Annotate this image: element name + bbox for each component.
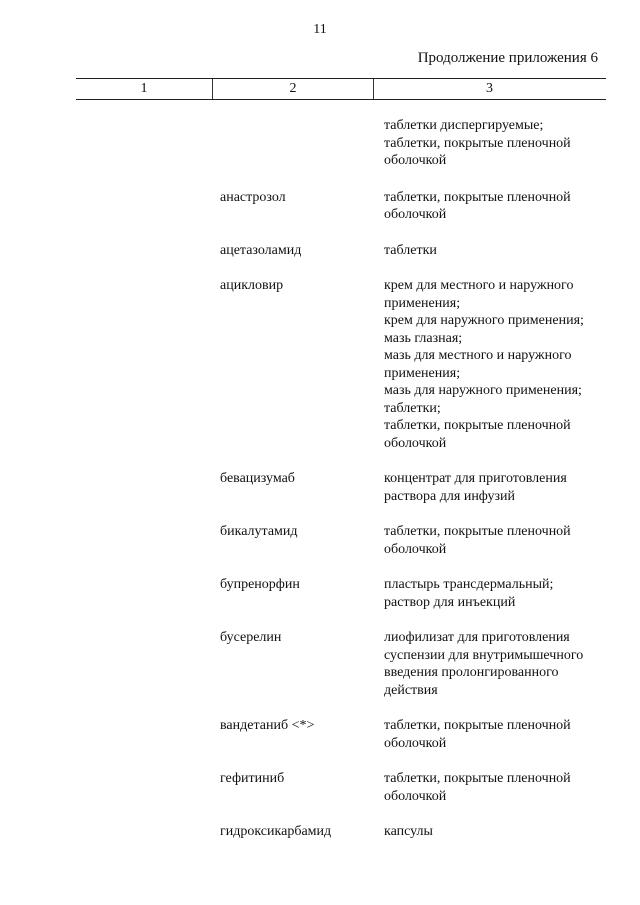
- table-row: [76, 189, 606, 224]
- dosage-forms: [384, 717, 606, 752]
- header-cell-3: 3: [486, 81, 493, 96]
- header-cell-2: 2: [212, 79, 374, 99]
- dosage-forms: [384, 629, 606, 699]
- drug-name: ацетазоламид: [220, 242, 302, 258]
- dosage-form-line: таблетки, покрытые пленочной: [384, 135, 571, 151]
- dosage-form-line: оболочкой: [384, 788, 447, 804]
- drug-name: бусерелин: [220, 630, 282, 645]
- dosage-forms: [384, 470, 606, 505]
- dosage-form-line: концентрат для приготовления: [384, 471, 567, 486]
- dosage-form-line: применения;: [384, 295, 461, 311]
- page-number: 11: [313, 22, 327, 37]
- drug-name: гефитиниб: [220, 771, 285, 786]
- dosage-form-line: мазь глазная;: [384, 330, 463, 346]
- dosage-form-line: таблетки, покрытые пленочной: [384, 189, 571, 205]
- dosage-form-line: оболочкой: [384, 735, 447, 751]
- dosage-form-line: оболочкой: [384, 207, 447, 222]
- dosage-form-line: раствора для инфузий: [384, 488, 516, 504]
- dosage-form-line: суспензии для внутримышечного: [384, 647, 584, 663]
- dosage-forms: [384, 242, 606, 260]
- dosage-form-line: крем для наружного применения;: [384, 313, 584, 328]
- drug-name: бупренорфин: [220, 577, 300, 592]
- drug-name: гидроксикарбамид: [220, 824, 332, 839]
- table-row: [76, 277, 606, 452]
- dosage-form-line: таблетки диспергируемые;: [384, 118, 544, 133]
- dosage-form-line: оболочкой: [384, 435, 447, 451]
- dosage-form-line: таблетки;: [384, 400, 441, 416]
- table-row: [76, 470, 606, 505]
- dosage-form-line: пластырь трансдермальный;: [384, 577, 554, 592]
- dosage-form-line: оболочкой: [384, 541, 447, 557]
- dosage-form-line: введения пролонгированного: [384, 665, 559, 680]
- dosage-form-line: применения;: [384, 365, 461, 381]
- dosage-form-line: мазь для местного и наружного: [384, 348, 572, 363]
- dosage-form-line: таблетки, покрытые пленочной: [384, 524, 571, 539]
- dosage-form-line: таблетки, покрытые пленочной: [384, 771, 571, 786]
- table-header: [76, 78, 606, 100]
- table-row: [76, 523, 606, 558]
- dosage-form-line: крем для местного и наружного: [384, 278, 574, 293]
- dosage-form-line: действия: [384, 682, 438, 698]
- dosage-forms: [384, 823, 606, 841]
- table-row: [76, 770, 606, 805]
- dosage-forms: [384, 189, 606, 224]
- drug-name: анастрозол: [220, 189, 286, 205]
- continuation-caption: Продолжение приложения 6: [417, 50, 598, 66]
- dosage-forms: [384, 523, 606, 558]
- dosage-forms: [384, 770, 606, 805]
- dosage-form-line: мазь для наружного применения;: [384, 383, 582, 398]
- drug-name: бевацизумаб: [220, 471, 295, 486]
- dosage-form-line: таблетки: [384, 242, 437, 258]
- dosage-forms: [384, 576, 606, 611]
- header-cell-1: 1: [140, 81, 148, 96]
- dosage-forms: [384, 277, 606, 452]
- dosage-form-line: капсулы: [384, 824, 433, 839]
- table-row: [76, 242, 606, 260]
- table-row: [76, 717, 606, 752]
- table-body: [76, 117, 606, 859]
- dosage-form-line: таблетки, покрытые пленочной: [384, 418, 571, 433]
- dosage-form-line: таблетки, покрытые пленочной: [384, 718, 571, 733]
- drug-name: бикалутамид: [220, 524, 298, 539]
- drug-name: ацикловир: [220, 278, 284, 293]
- dosage-form-line: раствор для инъекций: [384, 594, 516, 610]
- table-row: [76, 576, 606, 611]
- drug-name: вандетаниб <*>: [220, 718, 315, 733]
- dosage-form-line: лиофилизат для приготовления: [384, 630, 570, 645]
- table-row: [76, 629, 606, 699]
- dosage-forms: [384, 117, 606, 170]
- dosage-form-line: оболочкой: [384, 153, 447, 168]
- table-row: [76, 823, 606, 841]
- table-row: [76, 117, 606, 170]
